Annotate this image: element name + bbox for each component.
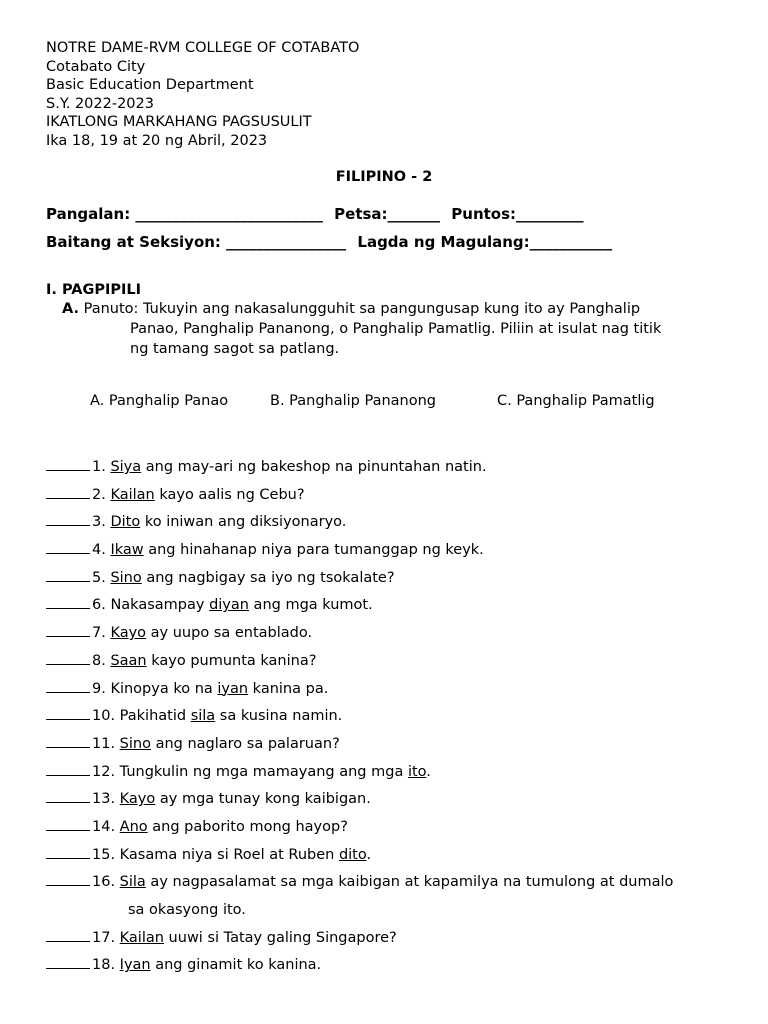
subject-title: FILIPINO - 2 <box>335 169 433 185</box>
question-item <box>46 705 746 733</box>
question-text-after: . <box>426 763 431 780</box>
question-item <box>46 622 746 650</box>
underlined-pronoun: Dito <box>110 514 141 531</box>
underlined-pronoun: iyan <box>217 680 249 697</box>
question-item <box>46 954 746 982</box>
question-item <box>46 844 746 872</box>
answer-blank[interactable] <box>46 954 90 969</box>
question-item <box>46 927 746 955</box>
question-number: 18. <box>92 957 116 974</box>
question-number: 8. <box>92 652 106 669</box>
question-number: 2. <box>92 486 106 503</box>
date-field[interactable]: Petsa:_______ <box>334 205 441 223</box>
choice-a: A. Panghalip Panao <box>90 393 229 409</box>
underlined-pronoun: Kailan <box>110 486 155 503</box>
underlined-pronoun: Iyan <box>119 957 151 974</box>
question-number: 6. <box>92 597 106 614</box>
school-name: NOTRE DAME-RVM COLLEGE OF COTABATO <box>46 40 360 56</box>
answer-blank[interactable] <box>46 622 90 637</box>
question-text-after: sa kusina namin. <box>215 708 343 725</box>
question-number: 12. <box>92 763 116 780</box>
question-item <box>46 733 746 761</box>
question-item <box>46 484 746 512</box>
answer-blank[interactable] <box>46 788 90 803</box>
instruction-line-2: Panao, Panghalip Pananong, o Panghalip Pamatlig. Piliin at isulat nag titik <box>130 321 662 337</box>
answer-blank[interactable] <box>46 567 90 582</box>
exam-dates: Ika 18, 19 at 20 ng Abril, 2023 <box>46 132 268 149</box>
answer-blank[interactable] <box>46 539 90 554</box>
choice-c: C. Panghalip Pamatlig <box>497 393 655 409</box>
question-text-after: ang ginamit ko kanina. <box>150 957 322 974</box>
question-number: 16. <box>92 874 116 891</box>
underlined-pronoun: Sino <box>110 569 142 586</box>
question-item <box>46 511 746 539</box>
underlined-pronoun: ito <box>407 763 427 780</box>
question-text-after: kayo pumunta kanina? <box>146 652 317 669</box>
question-text-before: Kasama niya si Roel at Ruben <box>119 846 339 863</box>
underlined-pronoun: Ano <box>119 818 148 835</box>
instruction-line-1: Panuto: Tukuyin ang nakasalungguhit sa pangungusap kung ito ay Panghalip <box>83 301 641 317</box>
answer-blank[interactable] <box>46 456 90 471</box>
question-item <box>46 539 746 567</box>
name-field[interactable]: Pangalan: _________________________ <box>46 205 323 223</box>
answer-blank[interactable] <box>46 844 90 859</box>
question-number: 5. <box>92 569 106 586</box>
instruction-line-3: ng tamang sagot sa patlang. <box>130 341 340 357</box>
answer-blank[interactable] <box>46 678 90 693</box>
question-item <box>46 567 746 595</box>
exam-title: IKATLONG MARKAHANG PAGSUSULIT <box>46 114 312 131</box>
question-text-after: ang nagbigay sa iyo ng tsokalate? <box>141 569 395 586</box>
underlined-pronoun: Sila <box>119 874 146 891</box>
answer-blank[interactable] <box>46 705 90 720</box>
question-text-after: ang may-ari ng bakeshop na pinuntahan natin. <box>141 459 487 475</box>
answer-blank[interactable] <box>46 650 90 665</box>
instruction-letter: A. <box>62 301 79 317</box>
student-info-row-2 <box>46 233 618 251</box>
instructions <box>62 299 722 359</box>
question-text-after: ang mga kumot. <box>248 597 373 614</box>
question-item <box>46 678 746 706</box>
school-header <box>46 39 359 151</box>
parent-signature-field[interactable]: Lagda ng Magulang:___________ <box>357 233 613 251</box>
question-number: 3. <box>92 514 106 531</box>
question-item <box>46 871 746 926</box>
question-number: 7. <box>92 625 106 642</box>
question-number: 4. <box>92 542 106 559</box>
question-item <box>46 456 746 484</box>
answer-blank[interactable] <box>46 871 90 886</box>
answer-blank[interactable] <box>46 927 90 942</box>
underlined-pronoun: Sino <box>119 735 151 752</box>
question-text-after: uuwi si Tatay galing Singapore? <box>163 929 397 946</box>
question-text-after: ang hinahanap niya para tumanggap ng keyk. <box>143 542 484 559</box>
question-number: 11. <box>92 735 116 752</box>
question-text-after: ay mga tunay kong kaibigan. <box>155 791 371 808</box>
question-text-after: ang paborito mong hayop? <box>147 818 348 835</box>
underlined-pronoun: Siya <box>110 459 142 475</box>
school-year: S.Y. 2022-2023 <box>46 95 154 112</box>
question-text-after: ay nagpasalamat sa mga kaibigan at kapamilya na tumulong at dumalo <box>145 874 674 891</box>
question-number: 17. <box>92 929 116 946</box>
question-text-continued: sa okasyong ito. <box>128 902 246 918</box>
question-number: 15. <box>92 846 116 863</box>
question-list <box>46 456 746 982</box>
question-text-after: kanina pa. <box>248 680 329 697</box>
underlined-pronoun: diyan <box>209 597 249 614</box>
city-name: Cotabato City <box>46 58 146 75</box>
answer-blank[interactable] <box>46 511 90 526</box>
question-number: 1. <box>92 459 106 475</box>
underlined-pronoun: sila <box>190 708 216 725</box>
underlined-pronoun: Kailan <box>119 929 164 946</box>
section-title: I. PAGPIPILI <box>46 282 142 298</box>
question-text-before: Nakasampay <box>110 597 210 614</box>
underlined-pronoun: Ikaw <box>110 542 144 559</box>
student-info-row-1 <box>46 205 590 223</box>
underlined-pronoun: dito <box>338 846 367 863</box>
question-text-before: Pakihatid <box>119 708 191 725</box>
question-number: 14. <box>92 818 116 835</box>
underlined-pronoun: Kayo <box>119 791 156 808</box>
question-item <box>46 594 746 622</box>
question-text-after: . <box>366 846 372 863</box>
question-text-before: Kinopya ko na <box>110 680 218 697</box>
answer-blank[interactable] <box>46 761 90 776</box>
score-field[interactable]: Puntos:_________ <box>451 205 584 223</box>
question-number: 9. <box>92 680 106 697</box>
question-item <box>46 788 746 816</box>
department-name: Basic Education Department <box>46 77 254 94</box>
answer-blank[interactable] <box>46 816 90 831</box>
answer-blank[interactable] <box>46 484 90 499</box>
underlined-pronoun: Kayo <box>110 625 147 642</box>
question-number: 13. <box>92 791 116 808</box>
question-text-after: ang naglaro sa palaruan? <box>150 735 340 752</box>
question-text-after: kayo aalis ng Cebu? <box>154 486 305 503</box>
underlined-pronoun: Saan <box>110 652 147 669</box>
choice-b: B. Panghalip Pananong <box>270 393 436 409</box>
question-number: 10. <box>92 708 116 725</box>
question-item <box>46 761 746 789</box>
question-text-after: ay uupo sa entablado. <box>146 625 313 642</box>
answer-blank[interactable] <box>46 594 90 609</box>
grade-section-field[interactable]: Baitang at Seksiyon: ________________ <box>46 233 347 251</box>
question-text-before: Tungkulin ng mga mamayang ang mga <box>119 763 408 780</box>
question-text-after: ko iniwan ang diksiyonaryo. <box>140 514 347 531</box>
question-item <box>46 650 746 678</box>
answer-blank[interactable] <box>46 733 90 748</box>
question-item <box>46 816 746 844</box>
